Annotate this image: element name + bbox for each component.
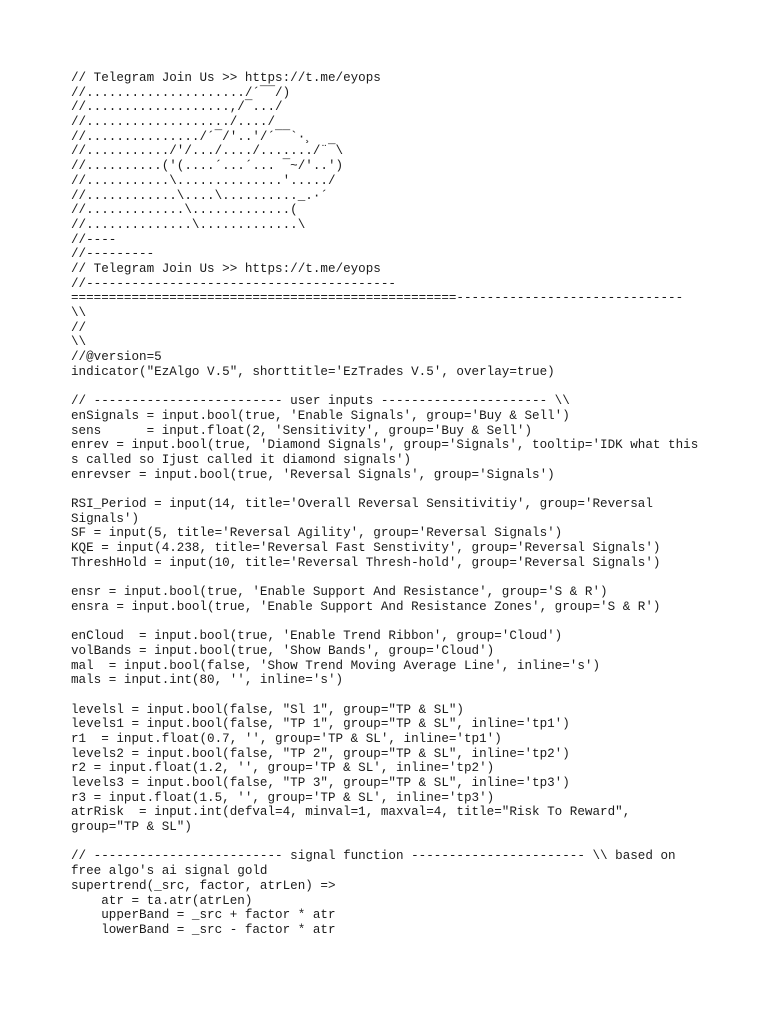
code-line: ensr = input.bool(true, 'Enable Support And Resistance', group='S & R') [71,585,608,600]
code-line: Signals') [71,511,140,526]
code-line: indicator("EzAlgo V.5", shorttitle='EzTrades V.5', overlay=true) [71,364,555,379]
code-line: levels2 = input.bool(false, "TP 2", group="TP & SL", inline='tp2') [71,746,570,761]
code-line: atr = ta.atr(atrLen) [71,893,253,908]
code-line: //.........../'/.../..../......./¨¯\ [71,144,344,159]
code-line: ===================================================------------------------------ [71,291,684,306]
code-line: //...........\..............'...../ [71,173,336,188]
code-line: levels3 = input.bool(false, "TP 3", group="TP & SL", inline='tp3') [71,776,570,790]
code-line: enrevser = input.bool(true, 'Reversal Signals', group='Signals') [71,467,555,482]
code-line [71,570,711,585]
code-line: //.............../´¯/'..'/´¯¯`·¸ [71,129,313,144]
code-line: //----------------------------------------- [71,276,396,291]
code-line: ensra = input.bool(true, 'Enable Support And Resistance Zones', group='S & R') [71,599,661,614]
code-line: // [71,320,87,335]
code-line: //............\....\.........._.·´ [71,188,328,203]
code-line: r2 = input.float(1.2, '', group='TP & SL', inline='tp2') [71,761,495,776]
code-line: \\ [71,335,87,350]
code-line: enSignals = input.bool(true, 'Enable Signals', group='Buy & Sell') [71,408,570,423]
code-line [71,614,711,629]
code-line: ThreshHold = input(10, title='Reversal Thresh-hold', group='Reversal Signals') [71,555,661,570]
code-line: atrRisk = input.int(defval=4, minval=1, maxval=4, title="Risk To Reward", [71,805,631,820]
code-line: levels1 = input.bool(false, "TP 1", group="TP & SL", inline='tp1') [71,717,570,732]
code-line: r1 = input.float(0.7, '', group='TP & SL', inline='tp1') [71,731,502,746]
code-line: //---- [71,232,117,247]
code-line: upperBand = _src + factor * atr [71,908,336,923]
code-line: // ------------------------- signal function ----------------------- \\ based on [71,849,676,864]
code-line: KQE = input(4.238, title='Reversal Fast Senstivity', group='Reversal Signals') [71,541,661,555]
code-line: volBands = input.bool(true, 'Show Bands', group='Cloud') [71,643,495,658]
code-line: mal = input.bool(false, 'Show Trend Moving Average Line', inline='s') [71,658,601,673]
code-line: //.............\.............( [71,203,298,218]
code-line: // ------------------------- user inputs ---------------------- \\ [71,394,570,409]
code-line: enCloud = input.bool(true, 'Enable Trend Ribbon', group='Cloud') [71,629,563,644]
code-line [71,835,711,850]
code-line: enrev = input.bool(true, 'Diamond Signals', group='Signals', tooltip='IDK what this [71,438,699,453]
code-line: levelsl = input.bool(false, "Sl 1", group="TP & SL") [71,702,464,717]
code-line: s called so Ijust called it diamond signals') [71,452,412,467]
code-line: RSI_Period = input(14, title='Overall Reversal Sensitivitiy', group='Reversal [71,496,653,511]
code-line: lowerBand = _src - factor * atr [71,922,336,937]
code-line: SF = input(5, title='Reversal Agility', group='Reversal Signals') [71,526,563,541]
code-document [71,71,711,938]
code-line: //..........('(....´...´... ¯~/'..') [71,159,344,174]
code-line: //--------- [71,247,155,262]
code-line: free algo's ai signal gold [71,864,268,879]
code-line: r3 = input.float(1.5, '', group='TP & SL', inline='tp3') [71,790,495,805]
code-line [71,688,711,703]
code-line: sens = input.float(2, 'Sensitivity', group='Buy & Sell') [71,423,533,438]
code-line: // Telegram Join Us >> https://t.me/eyops [71,261,381,276]
code-line: //..............\.............\ [71,217,306,232]
code-line: // Telegram Join Us >> https://t.me/eyops [71,71,381,85]
code-line: \\ [71,306,87,320]
code-line: supertrend(_src, factor, atrLen) => [71,878,336,893]
code-line: //...................../´¯¯/) [71,85,291,100]
code-line [71,482,711,497]
code-line: //.................../..../ [71,115,276,130]
code-line: //...................,/¯.../ [71,100,283,115]
code-line: group="TP & SL") [71,820,192,835]
code-line: mals = input.int(80, '', inline='s') [71,673,344,688]
code-line [71,379,711,394]
code-line: //@version=5 [71,350,162,365]
